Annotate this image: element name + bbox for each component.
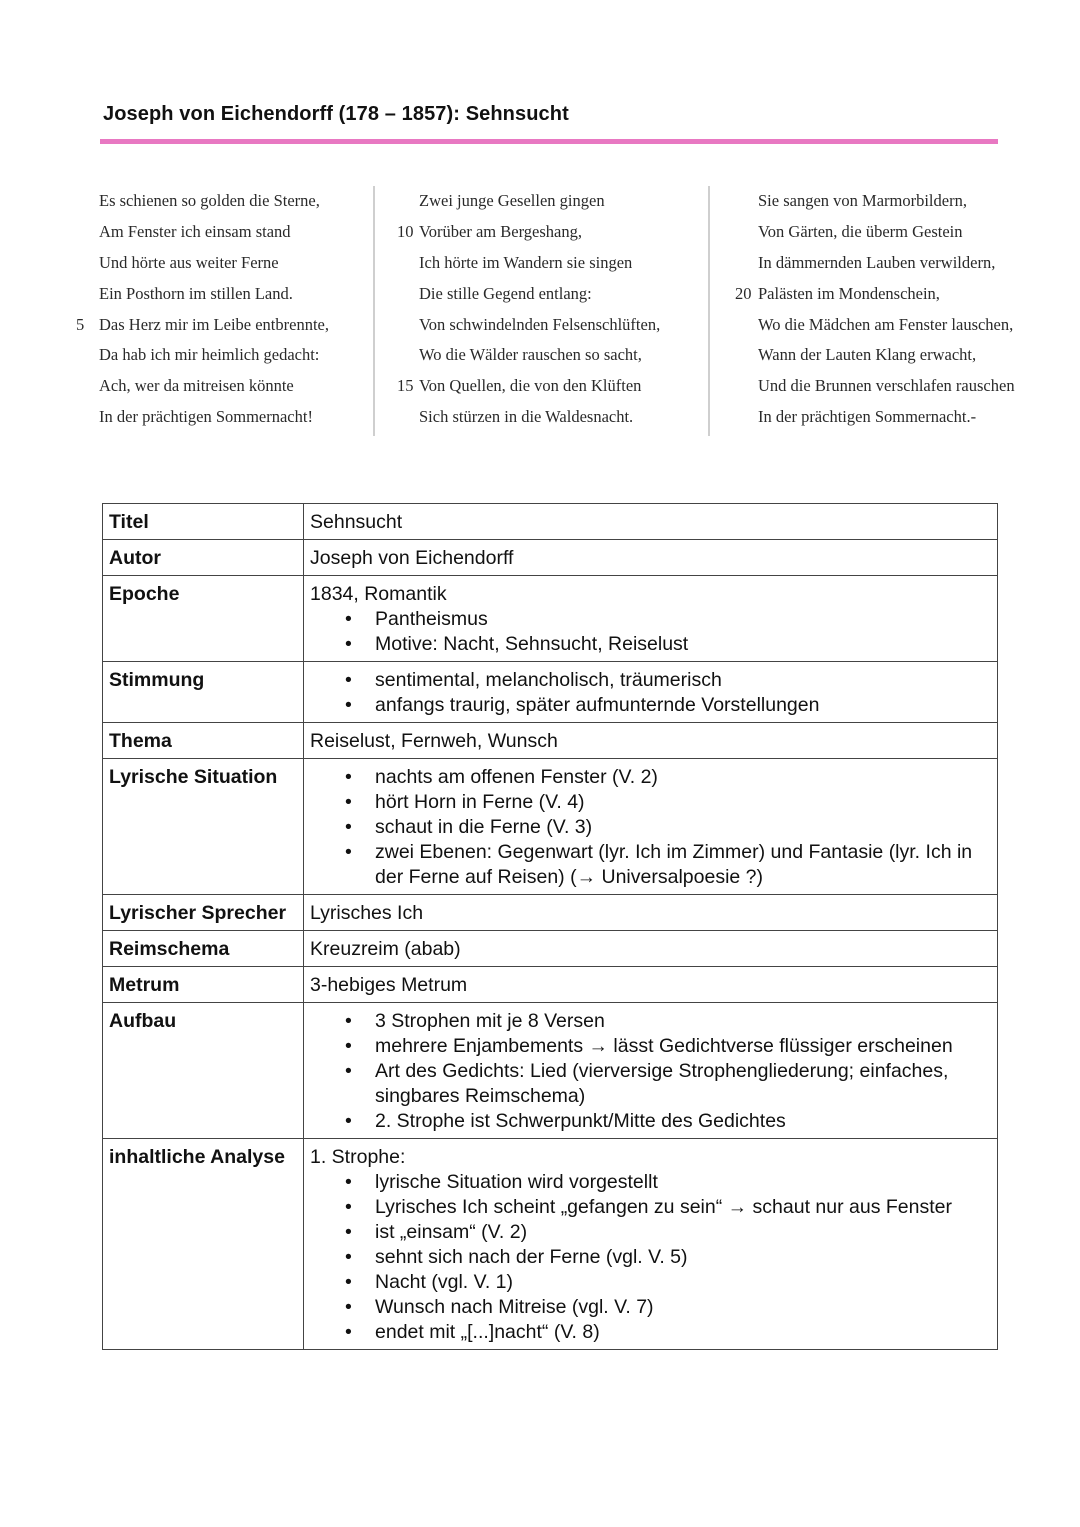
verse-text: Sie sangen von Marmorbildern,: [758, 191, 967, 210]
bullet-list: [310, 1170, 991, 1345]
poem-line: [735, 186, 1045, 217]
bullet-list: [310, 607, 991, 657]
poem-column-1: [78, 186, 358, 436]
verse-number: 20: [735, 283, 752, 303]
verse-number: 15: [397, 376, 414, 396]
title-underline: [100, 139, 998, 144]
bullet-item: • mehrere Enjambements → lässt Gedichtverse flüssiger erscheinen: [375, 1034, 991, 1059]
value-text: Sehnsucht: [310, 511, 403, 533]
poem-column-divider: [708, 186, 710, 436]
bullet-item: • anfangs traurig, später aufmunternde Vorstellungen: [375, 693, 991, 718]
row-value: [304, 931, 998, 967]
poem-line: [78, 248, 358, 279]
verse-text: Wann der Lauten Klang erwacht,: [758, 345, 977, 365]
poem-line: [78, 402, 358, 433]
row-label: Aufbau: [103, 1003, 304, 1139]
verse-text: Ich hörte im Wandern sie singen: [419, 252, 633, 272]
poem-line: [78, 371, 358, 402]
bullet-item: • Art des Gedichts: Lied (vierversige Strophengliederung; einfaches, singbares Reimschema): [375, 1059, 991, 1109]
row-label: inhaltliche Analyse: [103, 1139, 304, 1350]
document-title: Joseph von Eichendorff (178 – 1857): Sehnsucht: [103, 103, 569, 125]
poem-line: [735, 310, 1045, 341]
bullet-item: • sentimental, melancholisch, träumerisch: [375, 668, 991, 693]
verse-text: Von schwindelnden Felsenschlüften,: [419, 314, 661, 334]
verse-text: Von Gärten, die überm Gestein: [758, 221, 963, 241]
value-text: 3-hebiges Metrum: [310, 974, 468, 996]
poem-line: [735, 217, 1045, 248]
table-row: [103, 576, 998, 662]
analysis-table: [102, 503, 998, 1350]
table-row: [103, 895, 998, 931]
verse-number: 10: [397, 221, 414, 241]
value-text: Lyrisches Ich: [310, 902, 424, 924]
poem-line: [78, 340, 358, 371]
verse-text: In der prächtigen Sommernacht.-: [758, 407, 977, 427]
poem-line: [735, 248, 1045, 279]
verse-text: Ein Posthorn im stillen Land.: [99, 283, 293, 303]
poem-line: [78, 310, 358, 341]
verse-text: Sich stürzen in die Waldesnacht.: [419, 407, 634, 427]
value-text: Joseph von Eichendorff: [310, 547, 514, 569]
bullet-list: [310, 765, 991, 890]
verse-text: Das Herz mir im Leibe entbrennte,: [99, 314, 329, 334]
poem-line: [78, 279, 358, 310]
verse-number: 5: [76, 314, 85, 334]
row-value: [304, 967, 998, 1003]
bullet-item: • ist „einsam“ (V. 2): [375, 1220, 991, 1245]
verse-text: Ach, wer da mitreisen könnte: [99, 376, 294, 396]
poem-line: [397, 340, 697, 371]
verse-text: Wo die Mädchen am Fenster lauschen,: [758, 314, 1014, 334]
value-text: Kreuzreim (abab): [310, 938, 461, 960]
bullet-item: • Motive: Nacht, Sehnsucht, Reiselust: [375, 632, 991, 657]
poem-line: [735, 371, 1045, 402]
table-row: [103, 723, 998, 759]
bullet-item: • hört Horn in Ferne (V. 4): [375, 790, 991, 815]
bullet-item: • Pantheismus: [375, 607, 991, 632]
row-value: [304, 895, 998, 931]
bullet-item: • Nacht (vgl. V. 1): [375, 1270, 991, 1295]
bullet-item: • nachts am offenen Fenster (V. 2): [375, 765, 991, 790]
poem-line: [78, 217, 358, 248]
poem-column-divider: [373, 186, 375, 436]
bullet-item: • 3 Strophen mit je 8 Versen: [375, 1009, 991, 1034]
bullet-list: [310, 668, 991, 718]
poem-line: [735, 279, 1045, 310]
bullet-item: • zwei Ebenen: Gegenwart (lyr. Ich im Zimmer) und Fantasie (lyr. Ich in der Ferne auf Reisen) (→ Universalpoesie ?): [375, 840, 991, 890]
verse-text: Und die Brunnen verschlafen rauschen: [758, 376, 1015, 396]
bullet-item: • lyrische Situation wird vorgestellt: [375, 1170, 991, 1195]
table-row: [103, 1139, 998, 1350]
row-value: [304, 723, 998, 759]
table-row: [103, 540, 998, 576]
row-label: Reimschema: [103, 931, 304, 967]
bullet-item: • endet mit „[...]nacht“ (V. 8): [375, 1320, 991, 1345]
verse-text: Zwei junge Gesellen gingen: [419, 191, 605, 210]
bullet-item: • sehnt sich nach der Ferne (vgl. V. 5): [375, 1245, 991, 1270]
poem-line: [397, 186, 697, 217]
table-row: [103, 931, 998, 967]
bullet-item: • Wunsch nach Mitreise (vgl. V. 7): [375, 1295, 991, 1320]
row-value: [304, 1139, 998, 1350]
table-row: [103, 759, 998, 895]
poem-line: [397, 279, 697, 310]
verse-text: Es schienen so golden die Sterne,: [99, 191, 320, 210]
row-value: [304, 540, 998, 576]
value-text: Reiselust, Fernweh, Wunsch: [310, 730, 558, 752]
row-label: Epoche: [103, 576, 304, 662]
verse-text: Palästen im Mondenschein,: [758, 283, 940, 303]
poem-line: [397, 371, 697, 402]
verse-text: Die stille Gegend entlang:: [419, 283, 592, 303]
verse-text: Und hörte aus weiter Ferne: [99, 252, 279, 272]
bullet-item: • 2. Strophe ist Schwerpunkt/Mitte des Gedichtes: [375, 1109, 991, 1134]
row-label: Metrum: [103, 967, 304, 1003]
bullet-list: [310, 1009, 991, 1134]
row-label: Autor: [103, 540, 304, 576]
poem-line: [735, 340, 1045, 371]
poem-column-2: [397, 186, 697, 436]
row-label: Lyrische Situation: [103, 759, 304, 895]
verse-text: Von Quellen, die von den Klüften: [419, 376, 642, 396]
row-label: Titel: [103, 504, 304, 540]
verse-text: In der prächtigen Sommernacht!: [99, 407, 313, 427]
bullet-item: • schaut in die Ferne (V. 3): [375, 815, 991, 840]
row-value: [304, 662, 998, 723]
poem-line: [397, 248, 697, 279]
row-label: Stimmung: [103, 662, 304, 723]
value-text: 1834, Romantik: [310, 583, 447, 605]
row-label: Lyrischer Sprecher: [103, 895, 304, 931]
verse-text: Wo die Wälder rauschen so sacht,: [419, 345, 642, 365]
row-label: Thema: [103, 723, 304, 759]
row-value: [304, 759, 998, 895]
poem-line: [735, 402, 1045, 433]
row-value: [304, 1003, 998, 1139]
table-row: [103, 1003, 998, 1139]
poem-line: [78, 186, 358, 217]
table-row: [103, 967, 998, 1003]
poem-line: [397, 402, 697, 433]
bullet-item: • Lyrisches Ich scheint „gefangen zu sein“ → schaut nur aus Fenster: [375, 1195, 991, 1220]
table-row: [103, 504, 998, 540]
poem-line: [397, 310, 697, 341]
verse-text: Da hab ich mir heimlich gedacht:: [99, 345, 320, 365]
row-value: [304, 576, 998, 662]
verse-text: In dämmernden Lauben verwildern,: [758, 252, 996, 272]
poem-line: [397, 217, 697, 248]
verse-text: Am Fenster ich einsam stand: [99, 221, 291, 241]
row-value: [304, 504, 998, 540]
value-text: 1. Strophe:: [310, 1146, 406, 1168]
verse-text: Vorüber am Bergeshang,: [419, 221, 582, 241]
poem-column-3: [735, 186, 1045, 436]
table-row: [103, 662, 998, 723]
